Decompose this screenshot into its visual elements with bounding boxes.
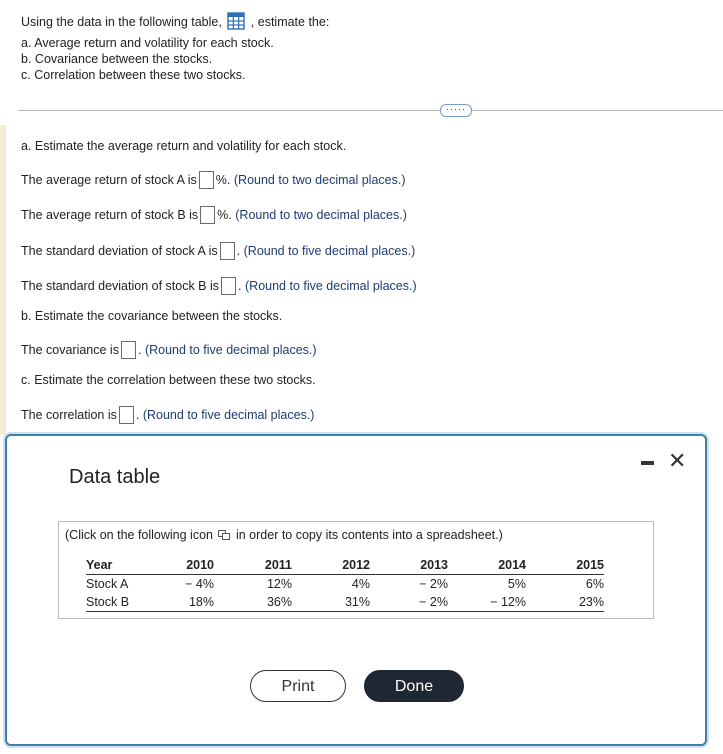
answer-suffix: %.	[217, 208, 232, 222]
dialog-title: Data table	[69, 466, 161, 488]
table-cell: 12%	[266, 577, 292, 591]
answer-region-marker	[0, 125, 6, 435]
table-cell: 36%	[214, 593, 292, 612]
header-cell: Year	[86, 556, 156, 575]
part-c-heading	[21, 373, 316, 387]
part-letter: b.	[21, 309, 32, 323]
rounding-hint: (Round to five decimal places.)	[144, 343, 317, 357]
sd-b-row	[21, 277, 417, 295]
table-cell: 31%	[292, 593, 370, 612]
item-letter: b.	[21, 52, 32, 66]
table-cell: − 2%	[419, 577, 448, 591]
covariance-input[interactable]	[121, 341, 136, 359]
divider	[18, 110, 723, 111]
rounding-hint: (Round to five decimal places.)	[245, 279, 417, 293]
question-label: The covariance is	[21, 343, 119, 357]
sd-a-input[interactable]	[220, 242, 235, 260]
table-row	[86, 575, 604, 594]
intro-suffix: , estimate the:	[250, 15, 330, 29]
avg-return-a-input[interactable]	[199, 171, 214, 189]
item-text: Average return and volatility for each stock.	[34, 36, 274, 50]
question-label: The standard deviation of stock A is	[21, 244, 218, 258]
part-letter: a.	[21, 139, 32, 153]
print-button[interactable]: Print	[250, 670, 346, 702]
avg-return-b-row	[21, 206, 407, 224]
copy-to-spreadsheet-icon[interactable]	[218, 530, 230, 540]
answer-suffix: .	[137, 343, 142, 357]
part-heading-text: Estimate the correlation between these two stocks.	[34, 373, 316, 387]
copy-note-suffix: in order to copy its contents into a spreadsheet.)	[235, 528, 503, 542]
sd-a-row	[21, 242, 415, 260]
part-b-heading	[21, 309, 282, 323]
header-cell: 2010	[156, 556, 214, 575]
rounding-hint: (Round to two decimal places.)	[233, 173, 406, 187]
item-text: Correlation between these two stocks.	[34, 68, 246, 82]
intro-prefix: Using the data in the following table,	[21, 15, 222, 29]
question-label: The average return of stock B is	[21, 208, 199, 222]
rounding-hint: (Round to five decimal places.)	[142, 408, 315, 422]
close-icon[interactable]: ✕	[668, 448, 687, 473]
question-label: The average return of stock A is	[21, 173, 197, 187]
table-cell: 5%	[507, 577, 526, 591]
header-cell: 2011	[214, 556, 292, 575]
item-letter: c.	[21, 68, 31, 82]
table-grid-icon[interactable]	[227, 12, 245, 30]
table-cell: 6%	[585, 577, 604, 591]
intro-item	[21, 35, 329, 51]
table-cell: 4%	[351, 577, 370, 591]
covariance-row	[21, 341, 317, 359]
header-cell: 2015	[526, 556, 604, 575]
data-table-frame	[58, 521, 654, 619]
item-text: Covariance between the stocks.	[34, 52, 213, 66]
rounding-hint: (Round to two decimal places.)	[235, 208, 407, 222]
header-cell: 2014	[448, 556, 526, 575]
part-heading-text: Estimate the average return and volatility for each stock.	[34, 139, 347, 153]
answer-suffix: .	[238, 279, 242, 293]
avg-return-b-input[interactable]	[200, 206, 215, 224]
minimize-icon[interactable]	[641, 461, 654, 465]
question-intro	[21, 12, 329, 83]
returns-table	[86, 556, 604, 612]
answer-suffix: .	[236, 244, 241, 258]
table-cell: − 4%	[185, 577, 214, 591]
intro-line	[21, 12, 329, 30]
header-cell: 2013	[370, 556, 448, 575]
sd-b-input[interactable]	[221, 277, 236, 295]
rounding-hint: (Round to five decimal places.)	[243, 244, 416, 258]
correlation-input[interactable]	[119, 406, 134, 424]
table-cell: − 2%	[370, 593, 448, 612]
copy-note-prefix: (Click on the following icon	[65, 528, 213, 542]
correlation-row	[21, 406, 314, 424]
intro-item	[21, 67, 329, 83]
expand-more-button[interactable]: ·····	[440, 104, 472, 117]
answer-suffix: .	[135, 408, 140, 422]
table-row	[86, 593, 604, 612]
table-cell: 23%	[526, 593, 604, 612]
intro-item	[21, 51, 329, 67]
question-label: The standard deviation of stock B is	[21, 279, 220, 293]
part-letter: c.	[21, 373, 31, 387]
table-cell: Stock A	[86, 577, 129, 591]
table-cell: 18%	[156, 593, 214, 612]
item-letter: a.	[21, 36, 32, 50]
header-cell: 2012	[292, 556, 370, 575]
copy-note	[65, 528, 503, 542]
part-a-heading	[21, 139, 346, 153]
avg-return-a-row	[21, 171, 405, 189]
answer-suffix: %.	[215, 173, 231, 187]
data-table-dialog	[5, 434, 707, 746]
question-label: The correlation is	[21, 408, 117, 422]
table-cell: − 12%	[448, 593, 526, 612]
part-heading-text: Estimate the covariance between the stocks.	[34, 309, 283, 323]
table-header-row	[86, 556, 604, 575]
done-button[interactable]: Done	[364, 670, 464, 702]
table-cell: Stock B	[86, 593, 156, 612]
